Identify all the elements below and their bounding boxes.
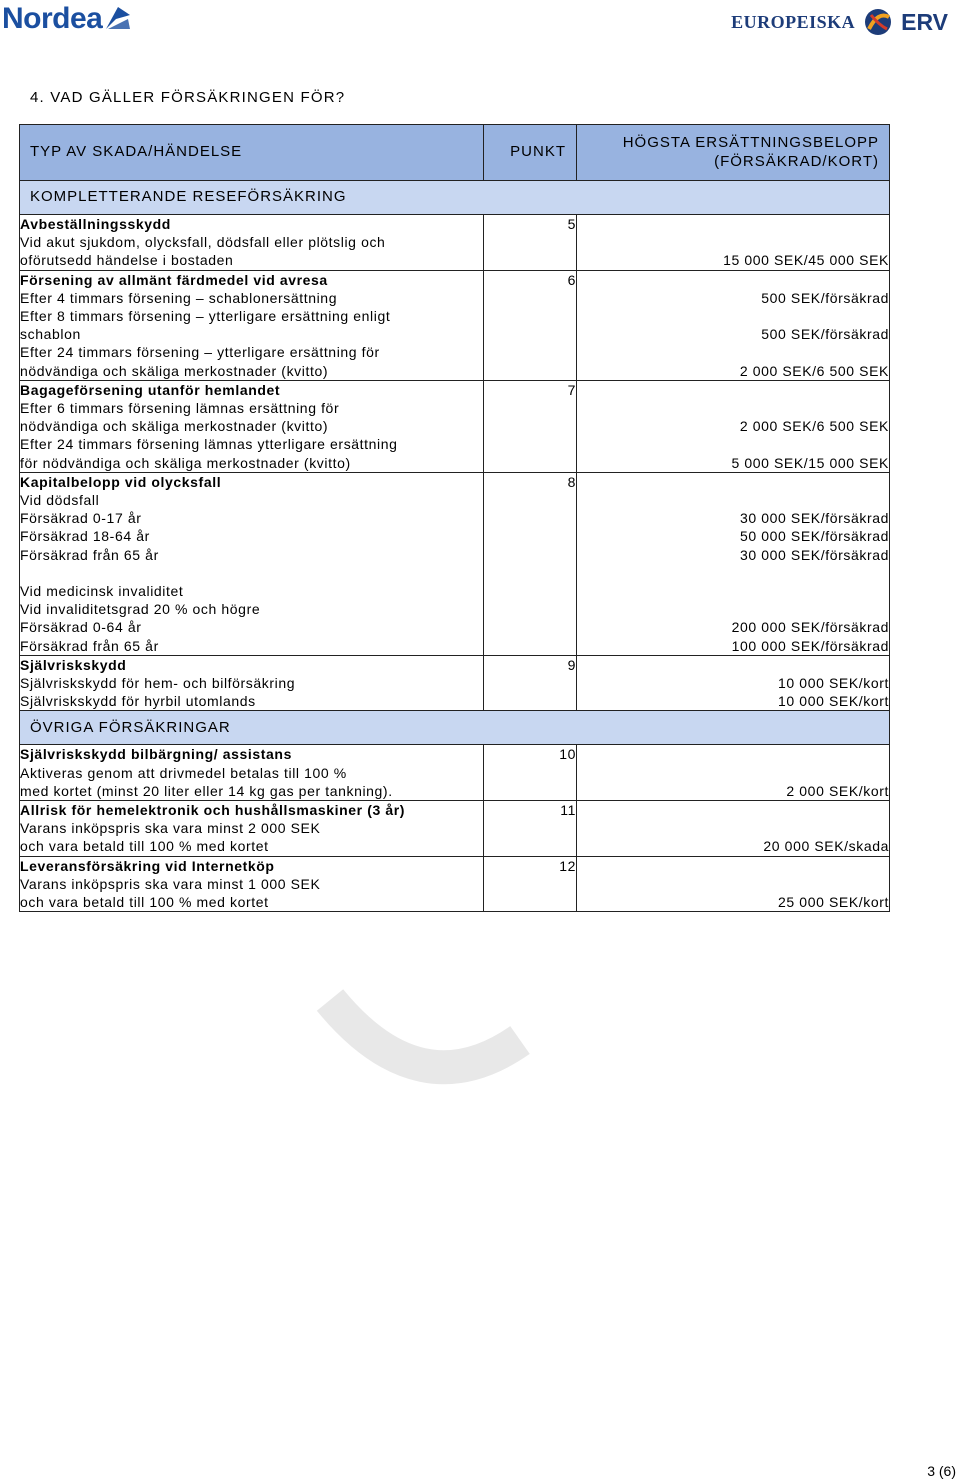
group-heading-supplementary: KOMPLETTERANDE RESEFÖRSÄKRING (20, 181, 890, 215)
max-amount (577, 472, 890, 655)
punkt-number: 5 (484, 215, 577, 271)
amount-line: 2 000 SEK/6 500 SEK (739, 418, 889, 435)
coverage-line: Försäkrad 0-17 år (20, 510, 142, 527)
coverage-table (19, 124, 890, 912)
coverage-description (20, 745, 484, 801)
amount-line: 10 000 SEK/kort (778, 675, 889, 692)
max-amount (577, 856, 890, 912)
amount-line (577, 564, 889, 582)
amount-line: 2 000 SEK/kort (786, 782, 889, 799)
amount-line: 10 000 SEK/kort (778, 693, 889, 710)
erv-logo-text: EUROPEISKA (731, 11, 856, 32)
coverage-line: Efter 6 timmars försening lämnas ersättning för (20, 400, 340, 417)
amount-line: 500 SEK/försäkrad (761, 326, 889, 343)
coverage-line: Efter 24 timmars försening – ytterligare ersättning för (20, 344, 380, 361)
coverage-line: Försäkrad 18-64 år (20, 528, 150, 545)
amount-line (577, 857, 889, 875)
amount-line: 15 000 SEK/45 000 SEK (723, 252, 889, 269)
amount-line (577, 600, 889, 618)
column-header-amount-line1: HÖGSTA ERSÄTTNINGSBELOPP (622, 134, 879, 152)
amount-line (577, 215, 889, 233)
section-heading: 4. VAD GÄLLER FÖRSÄKRINGEN FÖR? (30, 89, 346, 106)
coverage-line: Varans inköpspris ska vara minst 2 000 SEK (20, 820, 321, 837)
max-amount (577, 270, 890, 380)
coverage-line: Vid akut sjukdom, olycksfall, dödsfall eller plötslig och (20, 234, 386, 251)
amount-line: 50 000 SEK/försäkrad (740, 528, 889, 545)
coverage-line: nödvändiga och skäliga merkostnader (kvitto) (20, 418, 329, 435)
coverage-description (20, 856, 484, 912)
amount-line (577, 764, 889, 782)
group-row (20, 181, 890, 215)
coverage-line: Aktiveras genom att drivmedel betalas till 100 % (20, 764, 347, 781)
table-row (20, 215, 890, 271)
amount-line: 30 000 SEK/försäkrad (740, 546, 889, 563)
coverage-description (20, 655, 484, 711)
table-row (20, 380, 890, 472)
coverage-line: och vara betald till 100 % med kortet (20, 838, 269, 855)
group-heading-other: ÖVRIGA FÖRSÄKRINGAR (20, 711, 890, 745)
amount-line (577, 875, 889, 893)
other-rows (20, 745, 890, 912)
amount-line: 100 000 SEK/försäkrad (731, 637, 889, 654)
coverage-title: Kapitalbelopp vid olycksfall (20, 473, 222, 490)
amount-line: 30 000 SEK/försäkrad (740, 510, 889, 527)
coverage-description (20, 270, 484, 380)
coverage-title: Avbeställningsskydd (20, 216, 171, 232)
coverage-line: Vid medicinsk invaliditet (20, 583, 184, 600)
amount-line (577, 307, 889, 325)
punkt-number: 8 (484, 472, 577, 655)
amount-line (577, 491, 889, 509)
page-number: 3 (6) (927, 1463, 956, 1479)
amount-line: 5 000 SEK/15 000 SEK (731, 454, 889, 471)
amount-line (577, 656, 889, 674)
coverage-description (20, 215, 484, 271)
amount-line (577, 399, 889, 417)
coverage-description (20, 472, 484, 655)
amount-line: 200 000 SEK/försäkrad (731, 619, 889, 636)
coverage-title: Självriskskydd bilbärgning/ assistans (20, 746, 292, 763)
coverage-line: Vid dödsfall (20, 492, 100, 509)
coverage-line: för nödvändiga och skäliga merkostnader (kvitto) (20, 454, 351, 471)
amount-line (577, 343, 889, 361)
amount-line (577, 271, 889, 289)
coverage-line: Självriskskydd för hyrbil utomlands (20, 693, 256, 710)
amount-line (577, 582, 889, 600)
column-header-type: TYP AV SKADA/HÄNDELSE (20, 125, 484, 181)
coverage-line: oförutsedd händelse i bostaden (20, 252, 234, 269)
amount-line (577, 233, 889, 251)
group-row (20, 711, 890, 745)
table-row (20, 270, 890, 380)
coverage-line: Efter 4 timmars försening – schablonersättning (20, 289, 338, 306)
max-amount (577, 655, 890, 711)
amount-line (577, 473, 889, 491)
punkt-number: 9 (484, 655, 577, 711)
amount-line: 20 000 SEK/skada (763, 838, 889, 855)
punkt-number: 12 (484, 856, 577, 912)
supplementary-rows (20, 215, 890, 711)
coverage-title: Leveransförsäkring vid Internetköp (20, 857, 275, 874)
table-header-row (20, 125, 890, 181)
max-amount (577, 801, 890, 857)
amount-line (577, 435, 889, 453)
table-row (20, 745, 890, 801)
coverage-line: Varans inköpspris ska vara minst 1 000 SEK (20, 875, 321, 892)
column-header-amount-line2: (FÖRSÄKRAD/KORT) (714, 152, 879, 170)
coverage-line: och vara betald till 100 % med kortet (20, 894, 269, 911)
amount-line: 500 SEK/försäkrad (761, 289, 889, 306)
erv-logo-mark: ERV (901, 8, 948, 35)
punkt-number: 10 (484, 745, 577, 801)
coverage-title: Självriskskydd (20, 656, 127, 673)
coverage-line: med kortet (minst 20 liter eller 14 kg gas per tankning). (20, 782, 393, 799)
nordea-logo-text: Nordea (2, 2, 103, 35)
punkt-number: 6 (484, 270, 577, 380)
table-row (20, 856, 890, 912)
max-amount (577, 215, 890, 271)
punkt-number: 11 (484, 801, 577, 857)
coverage-title: Bagageförsening utanför hemlandet (20, 381, 281, 398)
coverage-line: Försäkrad från 65 år (20, 637, 159, 654)
amount-line (577, 745, 889, 763)
coverage-line: Försäkrad 0-64 år (20, 619, 142, 636)
amount-line: 25 000 SEK/kort (778, 894, 889, 911)
coverage-title: Försening av allmänt färdmedel vid avresa (20, 271, 328, 288)
table-row (20, 801, 890, 857)
table-row (20, 655, 890, 711)
coverage-line: Vid invaliditetsgrad 20 % och högre (20, 601, 261, 618)
column-header-amount (577, 125, 890, 181)
coverage-line: Efter 8 timmars försening – ytterligare ersättning enligt (20, 308, 391, 325)
coverage-line: Efter 24 timmars försening lämnas ytterligare ersättning (20, 436, 398, 453)
coverage-line: schablon (20, 326, 81, 343)
coverage-line: nödvändiga och skäliga merkostnader (kvitto) (20, 362, 329, 379)
max-amount (577, 380, 890, 472)
coverage-description (20, 801, 484, 857)
amount-line (577, 819, 889, 837)
amount-line (577, 381, 889, 399)
coverage-title: Allrisk för hemelektronik och hushållsmaskiner (3 år) (20, 802, 406, 819)
amount-line (577, 801, 889, 819)
column-header-punkt: PUNKT (484, 125, 577, 181)
amount-line: 2 000 SEK/6 500 SEK (739, 362, 889, 379)
table-row (20, 472, 890, 655)
coverage-line (20, 564, 483, 582)
punkt-number: 7 (484, 380, 577, 472)
max-amount (577, 745, 890, 801)
coverage-description (20, 380, 484, 472)
coverage-line: Försäkrad från 65 år (20, 546, 159, 563)
coverage-line: Självriskskydd för hem- och bilförsäkring (20, 675, 296, 692)
